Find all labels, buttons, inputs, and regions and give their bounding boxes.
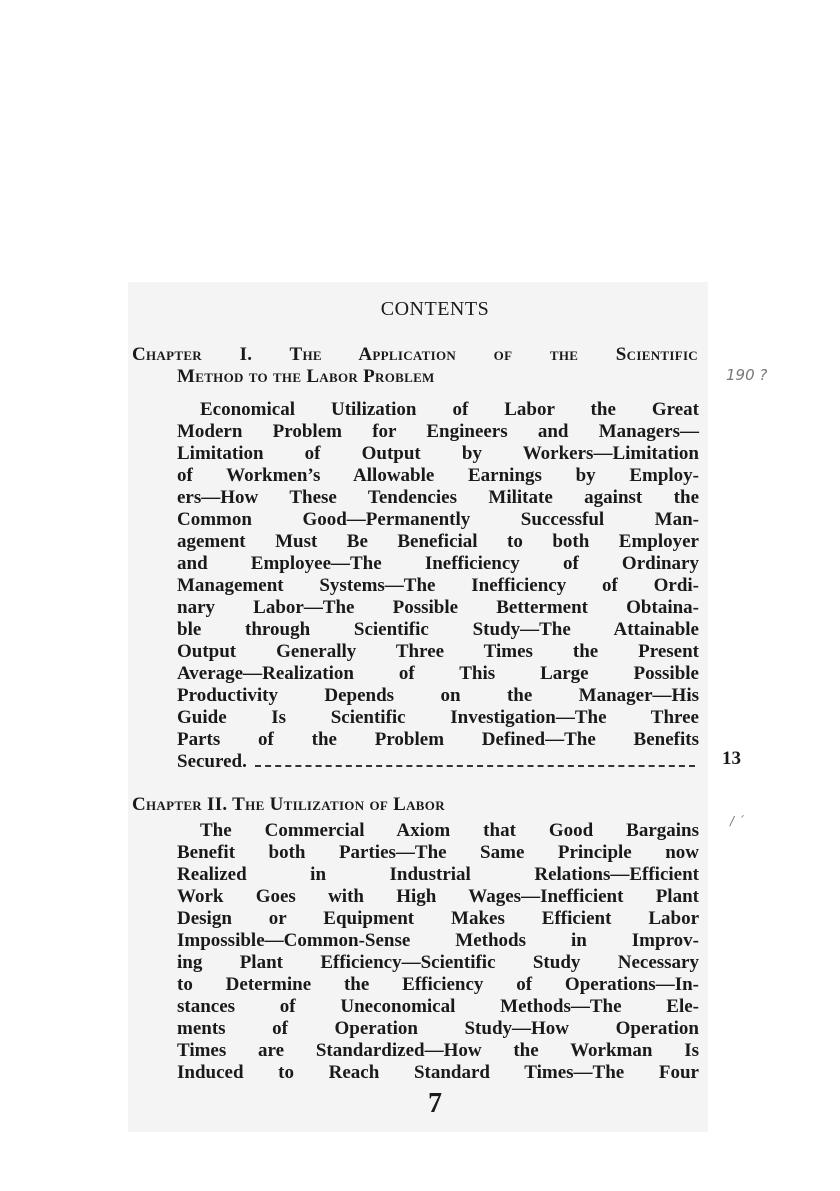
chapter-1-page-number: 13 [722, 748, 741, 769]
chapter-2-heading-line-1: Chapter II. The Utilization of Labor [132, 794, 445, 815]
summary-line: Average—Realization of This Large Possible [177, 663, 699, 684]
summary-line: stances of Uneconomical Methods—The Ele- [177, 996, 699, 1017]
chapter-1-summary [177, 399, 699, 773]
summary-line: and Employee—The Inefficiency of Ordinary [177, 553, 699, 574]
summary-line: to Determine the Efficiency of Operations—In- [177, 974, 699, 995]
summary-line: ers—How These Tendencies Militate against the [177, 487, 699, 508]
summary-line: Guide Is Scientific Investigation—The Three [177, 707, 699, 728]
summary-line: Work Goes with High Wages—Inefficient Plant [177, 886, 699, 907]
summary-line: of Workmen’s Allowable Earnings by Employ- [177, 465, 699, 486]
margin-handwriting-1: 190 ? [726, 366, 768, 384]
summary-line: Limitation of Output by Workers—Limitation [177, 443, 699, 464]
chapter-1-heading-line-2: Method to the Labor Problem [177, 366, 435, 387]
margin-handwriting-2: / ´ [730, 814, 744, 828]
summary-line: Times are Standardized—How the Workman Is [177, 1040, 699, 1061]
summary-line: Design or Equipment Makes Efficient Labor [177, 908, 699, 929]
summary-line: ments of Operation Study—How Operation [177, 1018, 699, 1039]
summary-line: Modern Problem for Engineers and Managers— [177, 421, 699, 442]
chapter-1-heading [132, 344, 698, 388]
summary-line: agement Must Be Beneficial to both Employer [177, 531, 699, 552]
summary-line: Output Generally Three Times the Present [177, 641, 699, 662]
summary-line: Productivity Depends on the Manager—His [177, 685, 699, 706]
chapter-1-heading-line-1: Chapter I. The Application of the Scientific [132, 344, 698, 365]
chapter-2-heading [132, 794, 445, 816]
dot-leader [255, 765, 695, 767]
summary-line: Management Systems—The Inefficiency of Ordi- [177, 575, 699, 596]
summary-line: Realized in Industrial Relations—Efficient [177, 864, 699, 885]
summary-line: Economical Utilization of Labor the Great [200, 399, 699, 420]
summary-line: nary Labor—The Possible Betterment Obtaina- [177, 597, 699, 618]
chapter-2-summary [177, 820, 699, 1084]
summary-line: Common Good—Permanently Successful Man- [177, 509, 699, 530]
summary-line: Secured. [177, 751, 247, 772]
summary-line: ble through Scientific Study—The Attainable [177, 619, 699, 640]
summary-line: The Commercial Axiom that Good Bargains [200, 820, 699, 841]
summary-line: ing Plant Efficiency—Scientific Study Necessary [177, 952, 699, 973]
folio-page-number: 7 [428, 1088, 442, 1119]
summary-line: Induced to Reach Standard Times—The Four [177, 1062, 699, 1083]
summary-last-line-with-leader [177, 751, 699, 773]
page-title: CONTENTS [380, 298, 490, 320]
summary-line: Parts of the Problem Defined—The Benefits [177, 729, 699, 750]
summary-line: Impossible—Common-Sense Methods in Improv- [177, 930, 699, 951]
summary-line: Benefit both Parties—The Same Principle now [177, 842, 699, 863]
